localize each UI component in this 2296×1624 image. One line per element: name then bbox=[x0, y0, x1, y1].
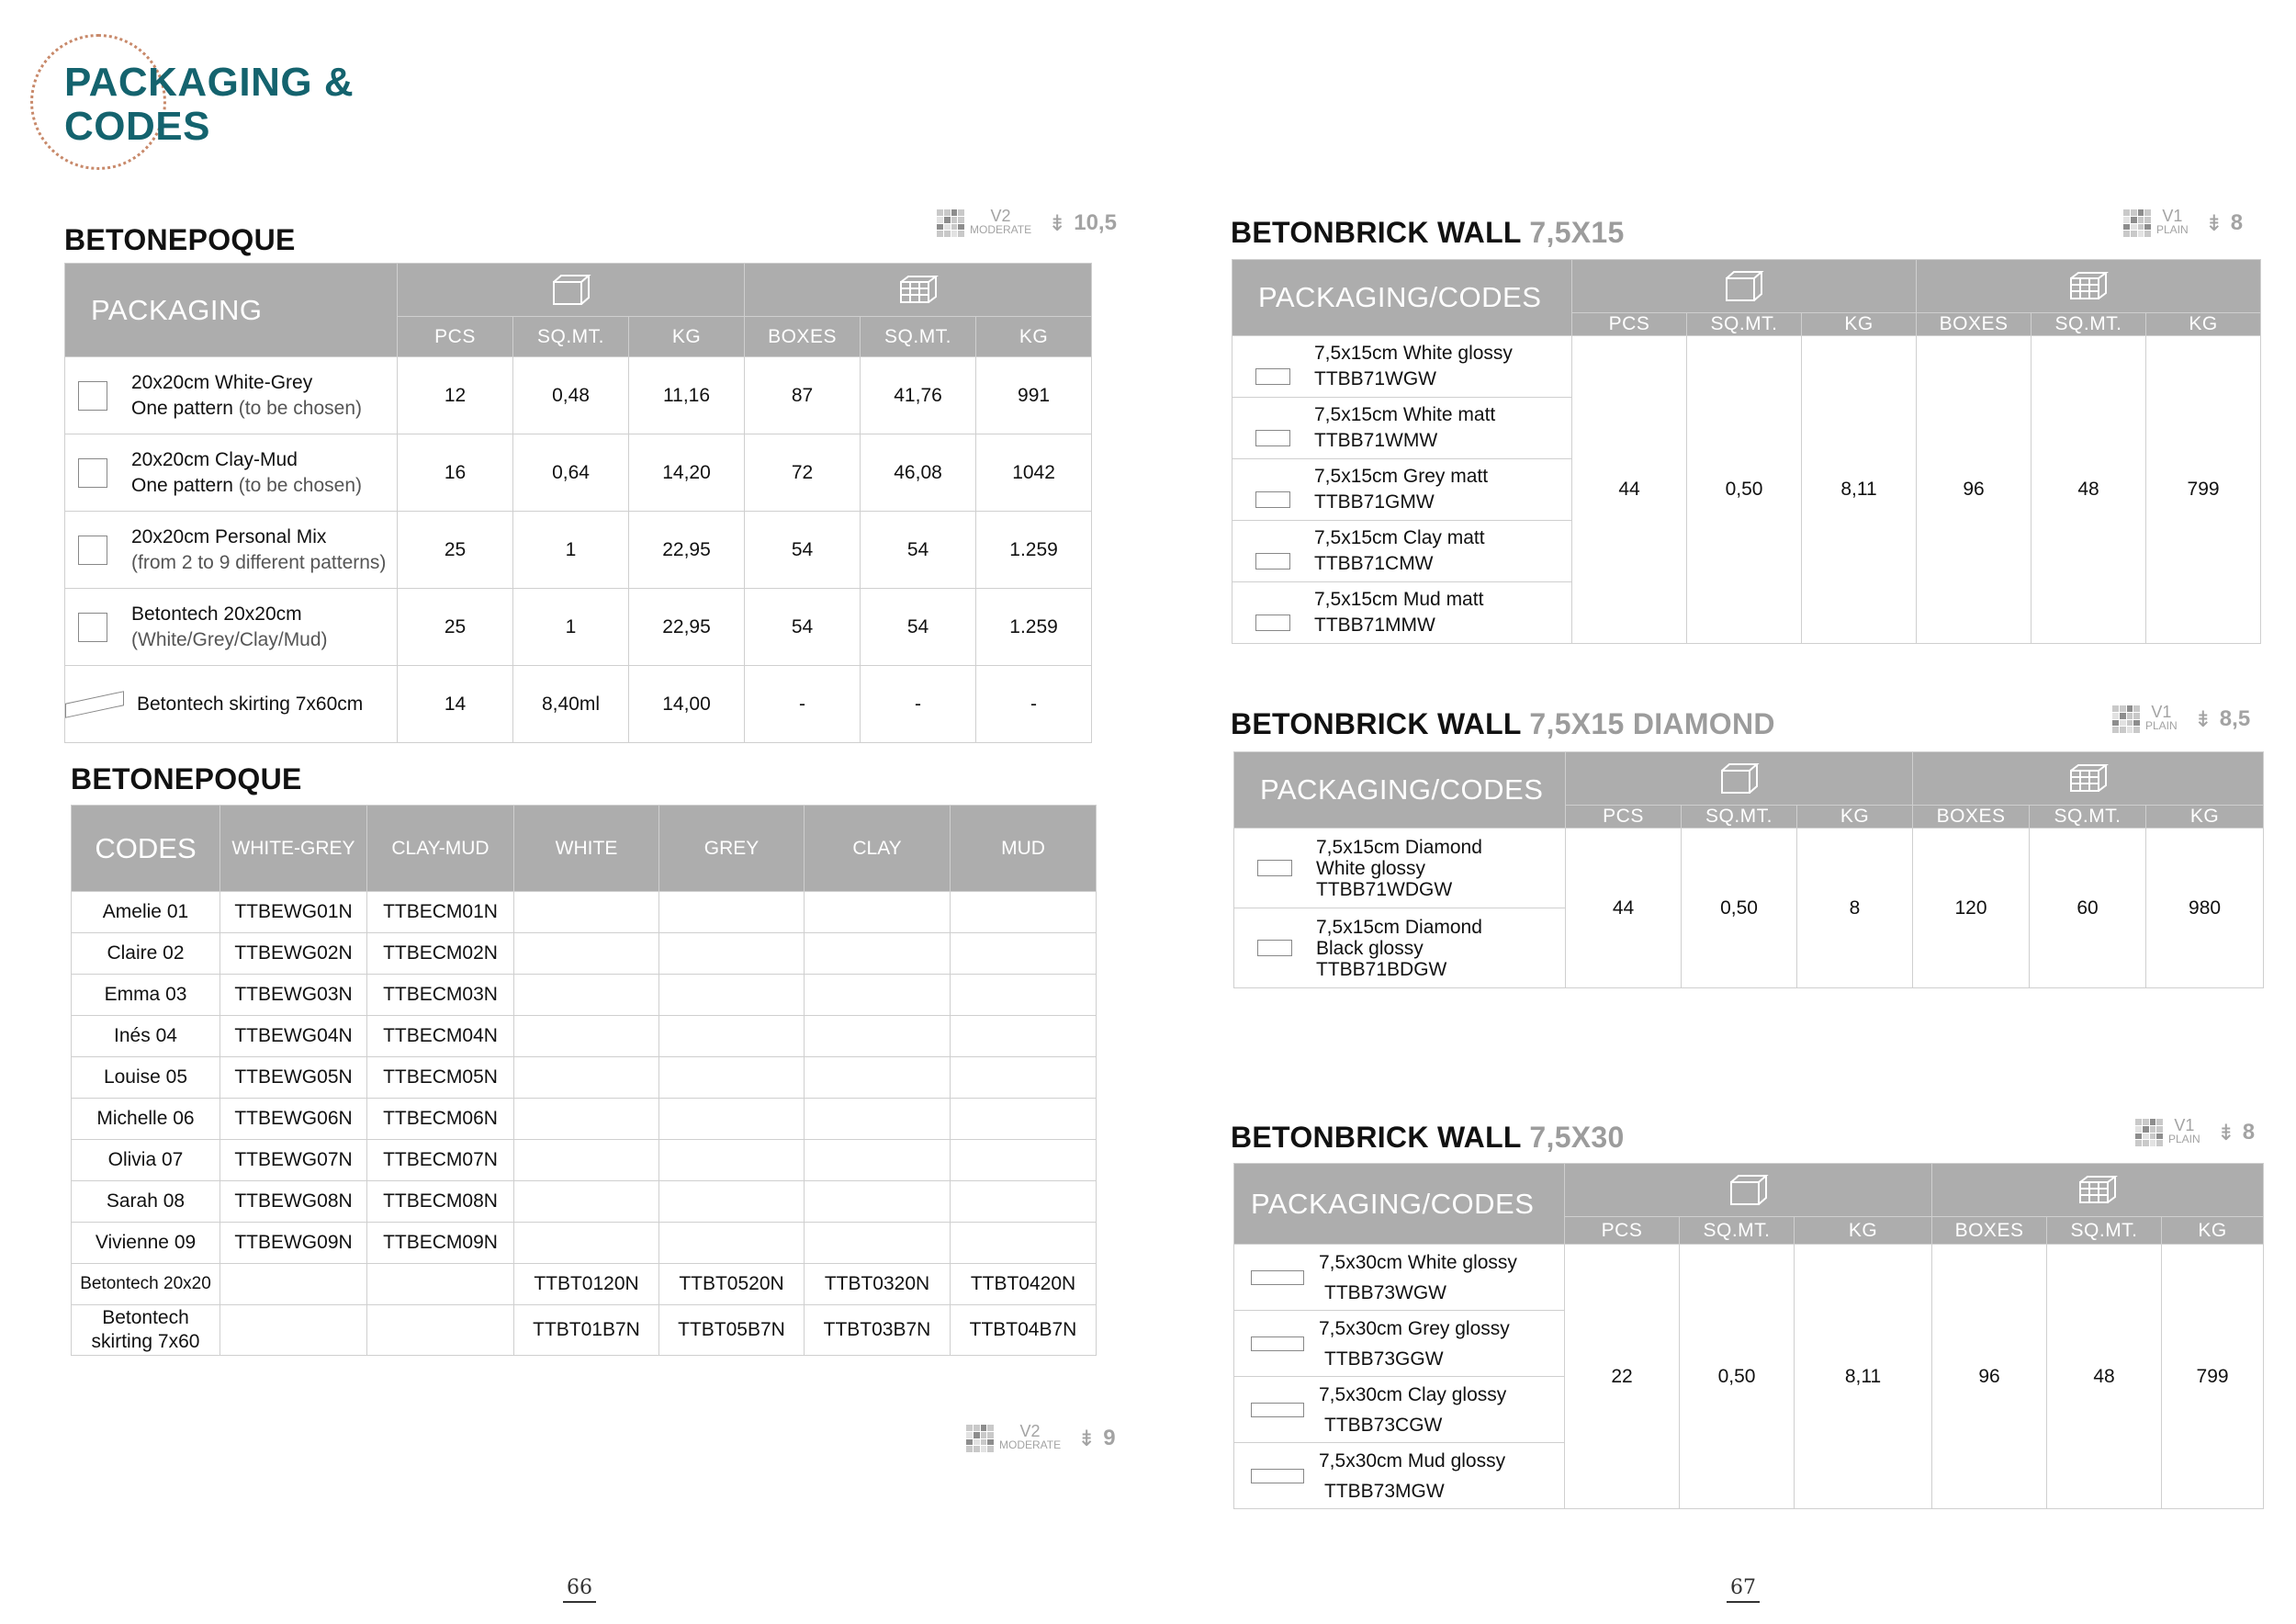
variation-mosaic-icon bbox=[937, 209, 964, 237]
table-row: 7,5x30cm Clay glossy TTBB73CGW bbox=[1234, 1377, 2264, 1443]
col-clay-mud: CLAY-MUD bbox=[367, 806, 514, 892]
col-sqmt: SQ.MT. bbox=[1682, 806, 1797, 829]
page-title: PACKAGING & CODES bbox=[64, 60, 355, 149]
table-row: 20x20cm Clay-Mud One pattern (to be chosen) 16 0,64 14,20 72 46,08 1042 bbox=[65, 434, 1092, 512]
tile-thumbnail bbox=[1255, 491, 1290, 508]
variation-mosaic-icon bbox=[2123, 209, 2151, 237]
box-icon bbox=[1572, 260, 1917, 313]
table-row: 20x20cm White-Grey One pattern (to be chosen) 12 0,48 11,16 87 41,76 991 bbox=[65, 357, 1092, 434]
table-row: Olivia 07 TTBEWG07N TTBECM07N bbox=[72, 1140, 1097, 1181]
spec-badge bbox=[966, 1422, 1116, 1452]
col-clay: CLAY bbox=[805, 806, 951, 892]
col-pallet-sqmt: SQ.MT. bbox=[861, 317, 976, 357]
pallet-icon bbox=[1913, 752, 2264, 806]
pallet-icon bbox=[1932, 1164, 2264, 1217]
table-row: Louise 05 TTBEWG05N TTBECM05N bbox=[72, 1057, 1097, 1099]
col-white-grey: WHITE-GREY bbox=[220, 806, 367, 892]
table-row: Inés 04 TTBEWG04N TTBECM04N bbox=[72, 1016, 1097, 1057]
table-row: Sarah 08 TTBEWG08N TTBECM08N bbox=[72, 1181, 1097, 1223]
betonepoque-packaging-table bbox=[64, 263, 1092, 743]
badge-version: V2 bbox=[990, 207, 1011, 225]
table-row: Michelle 06 TTBEWG06N TTBECM06N bbox=[72, 1099, 1097, 1140]
badge-thickness: 8,5 bbox=[2219, 706, 2251, 731]
col-mud: MUD bbox=[951, 806, 1097, 892]
section-title-bbw-diamond: BETONBRICK WALL 7,5X15 DIAMOND bbox=[1231, 707, 1775, 740]
table-row: Amelie 01 TTBEWG01N TTBECM01N bbox=[72, 892, 1097, 933]
badge-version: V2 bbox=[1019, 1422, 1041, 1440]
bbw-diamond-table bbox=[1233, 751, 2264, 988]
badge-thickness: 10,5 bbox=[1074, 210, 1117, 235]
col-pallet-sqmt: SQ.MT. bbox=[2030, 806, 2146, 829]
variation-mosaic-icon bbox=[2135, 1119, 2163, 1146]
packaging-header: PACKAGING bbox=[65, 264, 398, 357]
table-row: 7,5x15cm Clay matt TTBB71CMW bbox=[1232, 521, 2261, 582]
bbw-7515-table bbox=[1232, 259, 2261, 644]
packaging-codes-header: PACKAGING/CODES bbox=[1234, 752, 1566, 829]
spec-badge bbox=[2112, 705, 2250, 733]
col-kg: KG bbox=[629, 317, 745, 357]
table-row: 7,5x15cm White glossy TTBB71WGW 44 0,50 8,11 96 48 799 bbox=[1232, 336, 2261, 398]
tile-thumbnail bbox=[1255, 368, 1290, 385]
box-icon bbox=[398, 264, 745, 317]
badge-thickness: 8 bbox=[2242, 1120, 2256, 1145]
col-boxes: BOXES bbox=[745, 317, 861, 357]
tile-thumbnail bbox=[1255, 615, 1290, 631]
tile-thumbnail bbox=[1255, 553, 1290, 570]
thickness-icon: ⇟ bbox=[1048, 210, 1067, 236]
betonepoque-codes-table bbox=[71, 805, 1097, 1356]
box-icon bbox=[1565, 1164, 1932, 1217]
tile-thumbnail bbox=[78, 458, 107, 488]
table-row: 7,5x15cm Diamond White glossy TTBB71WDGW 44 0,50 8 120 60 980 bbox=[1234, 829, 2264, 908]
table-row: Claire 02 TTBEWG02N TTBECM02N bbox=[72, 933, 1097, 975]
bbw-7530-table bbox=[1233, 1163, 2264, 1509]
tile-thumbnail bbox=[1251, 1336, 1304, 1351]
col-pallet-kg: KG bbox=[2146, 806, 2264, 829]
table-row: 7,5x30cm White glossy TTBB73WGW 22 0,50 8,11 96 48 799 bbox=[1234, 1245, 2264, 1311]
spec-badge bbox=[2123, 209, 2243, 237]
badge-version: V1 bbox=[2151, 703, 2172, 721]
table-row: 7,5x15cm Diamond Black glossy TTBB71BDGW bbox=[1234, 908, 2264, 988]
table-row: Betontech skirting 7x60cm 14 8,40ml 14,00 - - - bbox=[65, 666, 1092, 743]
section-title-betonepoque-codes: BETONEPOQUE bbox=[71, 762, 302, 795]
col-pallet-kg: KG bbox=[2146, 313, 2261, 336]
table-row: 7,5x30cm Mud glossy TTBB73MGW bbox=[1234, 1443, 2264, 1509]
col-pallet-sqmt: SQ.MT. bbox=[2032, 313, 2146, 336]
col-sqmt: SQ.MT. bbox=[513, 317, 629, 357]
thickness-icon: ⇟ bbox=[2216, 1120, 2235, 1145]
tile-thumbnail bbox=[1255, 430, 1290, 446]
badge-variation: MODERATE bbox=[970, 223, 1032, 236]
badge-variation: PLAIN bbox=[2145, 719, 2178, 732]
table-row: Betontech 20x20cm (White/Grey/Clay/Mud) 25 1 22,95 54 54 1.259 bbox=[65, 589, 1092, 666]
tile-thumbnail bbox=[1251, 1403, 1304, 1417]
section-title-bbw-7515: BETONBRICK WALL 7,5X15 bbox=[1231, 216, 1625, 249]
badge-version: V1 bbox=[2174, 1116, 2195, 1134]
pallet-icon bbox=[1917, 260, 2261, 313]
thickness-icon: ⇟ bbox=[2193, 706, 2212, 732]
badge-thickness: 8 bbox=[2230, 210, 2244, 235]
tile-thumbnail bbox=[78, 381, 107, 411]
section-title-betonepoque-packaging: BETONEPOQUE bbox=[64, 223, 296, 256]
tile-thumbnail bbox=[1251, 1270, 1304, 1285]
thickness-icon: ⇟ bbox=[1077, 1426, 1097, 1451]
col-sqmt: SQ.MT. bbox=[1680, 1217, 1795, 1245]
table-row: 7,5x15cm Grey matt TTBB71GMW bbox=[1232, 459, 2261, 521]
tile-thumbnail bbox=[1251, 1469, 1304, 1483]
col-kg: KG bbox=[1802, 313, 1917, 336]
table-row: Emma 03 TTBEWG03N TTBECM03N bbox=[72, 975, 1097, 1016]
col-pallet-kg: KG bbox=[976, 317, 1092, 357]
table-row: Betontech 20x20 TTBT0120N TTBT0520N TTBT0320N TTBT0420N bbox=[72, 1264, 1097, 1305]
section-title-bbw-7530: BETONBRICK WALL 7,5X30 bbox=[1231, 1121, 1625, 1154]
col-codes: CODES bbox=[72, 806, 220, 892]
spec-badge bbox=[937, 209, 1117, 237]
tile-thumbnail bbox=[1257, 940, 1292, 956]
table-row: 7,5x15cm Mud matt TTBB71MMW bbox=[1232, 582, 2261, 644]
col-boxes: BOXES bbox=[1917, 313, 2032, 336]
col-pallet-sqmt: SQ.MT. bbox=[2047, 1217, 2162, 1245]
table-row: 20x20cm Personal Mix (from 2 to 9 different patterns) 25 1 22,95 54 54 1.259 bbox=[65, 512, 1092, 589]
badge-variation: PLAIN bbox=[2156, 223, 2189, 236]
col-boxes: BOXES bbox=[1932, 1217, 2047, 1245]
packaging-codes-header: PACKAGING/CODES bbox=[1232, 260, 1572, 336]
variation-mosaic-icon bbox=[2112, 705, 2140, 733]
badge-variation: MODERATE bbox=[999, 1438, 1062, 1451]
table-row: 7,5x30cm Grey glossy TTBB73GGW bbox=[1234, 1311, 2264, 1377]
table-row: Vivienne 09 TTBEWG09N TTBECM09N bbox=[72, 1223, 1097, 1264]
page-number-right: 67 bbox=[1727, 1576, 1760, 1603]
col-pcs: PCS bbox=[398, 317, 513, 357]
variation-mosaic-icon bbox=[966, 1425, 994, 1452]
col-pcs: PCS bbox=[1566, 806, 1682, 829]
badge-version: V1 bbox=[2162, 207, 2183, 225]
pallet-icon bbox=[745, 264, 1092, 317]
col-sqmt: SQ.MT. bbox=[1687, 313, 1802, 336]
badge-thickness: 9 bbox=[1103, 1426, 1116, 1450]
col-boxes: BOXES bbox=[1913, 806, 2030, 829]
col-pcs: PCS bbox=[1572, 313, 1687, 336]
tile-thumbnail bbox=[78, 613, 107, 642]
box-icon bbox=[1566, 752, 1913, 806]
col-grey: GREY bbox=[659, 806, 805, 892]
badge-variation: PLAIN bbox=[2168, 1133, 2200, 1145]
col-pallet-kg: KG bbox=[2162, 1217, 2264, 1245]
col-pcs: PCS bbox=[1565, 1217, 1680, 1245]
col-kg: KG bbox=[1795, 1217, 1932, 1245]
page-number-left: 66 bbox=[563, 1576, 596, 1603]
skirting-thumbnail bbox=[65, 691, 124, 718]
col-white: WHITE bbox=[514, 806, 659, 892]
tile-thumbnail bbox=[1257, 860, 1292, 876]
spec-badge bbox=[2135, 1116, 2256, 1146]
packaging-codes-header: PACKAGING/CODES bbox=[1234, 1164, 1565, 1245]
thickness-icon: ⇟ bbox=[2204, 210, 2223, 236]
tile-thumbnail bbox=[78, 536, 107, 565]
table-row: Betontech skirting 7x60 TTBT01B7N TTBT05B7N TTBT03B7N TTBT04B7N bbox=[72, 1305, 1097, 1356]
col-kg: KG bbox=[1797, 806, 1913, 829]
table-row: 7,5x15cm White matt TTBB71WMW bbox=[1232, 398, 2261, 459]
